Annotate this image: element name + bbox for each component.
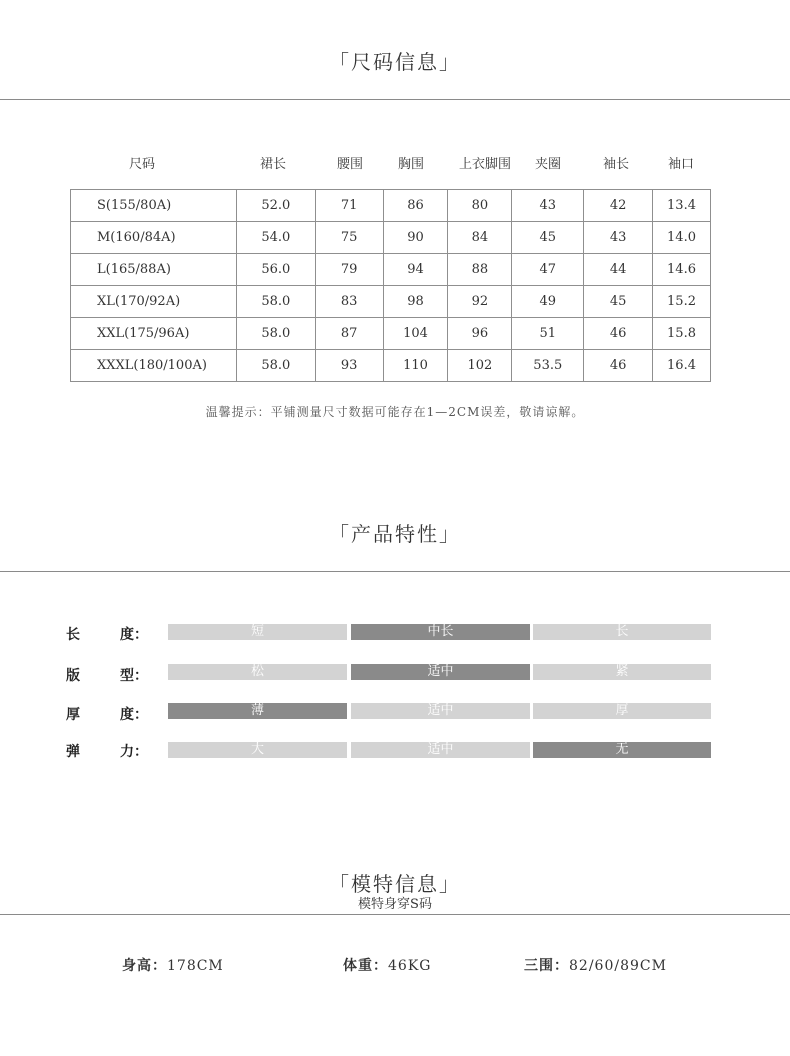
table-cell: 49: [512, 286, 584, 318]
table-cell: 52.0: [236, 190, 315, 222]
header-cuff: 袖口: [667, 157, 694, 172]
table-cell: 14.0: [653, 222, 711, 254]
feature-section-divider: [0, 571, 790, 572]
attribute-label-suffix: 度：: [120, 707, 148, 723]
attribute-label-char: 版: [66, 668, 80, 684]
table-cell: 84: [448, 222, 512, 254]
model-weight-label: 体重：: [343, 958, 388, 974]
header-hem: 上衣脚围: [458, 157, 511, 172]
table-cell: 15.2: [653, 286, 711, 318]
table-row: [71, 190, 711, 222]
attribute-label-suffix: 力：: [120, 744, 148, 760]
attribute-label-suffix: 型：: [120, 668, 148, 684]
header-size: 尺码: [128, 157, 155, 172]
table-cell: L(165/88A): [71, 254, 237, 286]
attribute-option: 大: [168, 742, 347, 758]
table-cell: 58.0: [236, 286, 315, 318]
table-cell: 79: [315, 254, 383, 286]
table-cell: 83: [315, 286, 383, 318]
attribute-option-selected: 中长: [351, 624, 530, 640]
table-cell: 75: [315, 222, 383, 254]
table-cell: 13.4: [653, 190, 711, 222]
table-cell: 56.0: [236, 254, 315, 286]
header-skirt-length: 裙长: [259, 157, 286, 172]
table-cell: 44: [584, 254, 653, 286]
attribute-option: 紧: [533, 664, 711, 680]
table-cell: 53.5: [512, 350, 584, 382]
model-subtitle: 模特身穿S码: [358, 897, 432, 912]
table-cell: M(160/84A): [71, 222, 237, 254]
table-cell: 87: [315, 318, 383, 350]
model-height-label: 身高：: [122, 958, 167, 974]
table-cell: 86: [383, 190, 448, 222]
model-section-title: 「模特信息」: [329, 872, 461, 896]
model-section-divider: [0, 914, 790, 915]
attribute-option-selected: 适中: [351, 664, 530, 680]
attribute-label-char: 弹: [66, 744, 80, 760]
table-cell: S(155/80A): [71, 190, 237, 222]
attribute-option: 厚: [533, 703, 711, 719]
model-height-value: 178CM: [167, 958, 224, 974]
size-section-divider: [0, 99, 790, 100]
table-cell: 43: [512, 190, 584, 222]
table-row: [71, 254, 711, 286]
header-armhole: 夹圈: [534, 157, 561, 172]
table-cell: 98: [383, 286, 448, 318]
table-cell: 15.8: [653, 318, 711, 350]
table-cell: 46: [584, 350, 653, 382]
attribute-option: 长: [533, 624, 711, 640]
table-cell: 45: [512, 222, 584, 254]
attribute-option-selected: 无: [533, 742, 711, 758]
attribute-option-selected: 薄: [168, 703, 347, 719]
table-cell: 45: [584, 286, 653, 318]
table-cell: 46: [584, 318, 653, 350]
table-cell: 93: [315, 350, 383, 382]
table-row: [71, 318, 711, 350]
table-cell: 54.0: [236, 222, 315, 254]
header-waist: 腰围: [336, 157, 363, 172]
table-cell: 88: [448, 254, 512, 286]
attribute-label-char: 厚: [66, 707, 80, 723]
model-measurements: [524, 955, 667, 975]
model-measurements-value: 82/60/89CM: [569, 958, 667, 974]
table-cell: 47: [512, 254, 584, 286]
size-table: [70, 189, 711, 382]
table-cell: XXXL(180/100A): [71, 350, 237, 382]
table-cell: 110: [383, 350, 448, 382]
model-weight-value: 46KG: [388, 958, 432, 974]
table-cell: 90: [383, 222, 448, 254]
table-cell: XL(170/92A): [71, 286, 237, 318]
table-cell: 42: [584, 190, 653, 222]
attribute-option: 适中: [351, 742, 530, 758]
model-weight: [343, 955, 431, 975]
size-section-title: 「尺码信息」: [329, 50, 461, 74]
table-cell: 104: [383, 318, 448, 350]
table-cell: 71: [315, 190, 383, 222]
table-cell: 14.6: [653, 254, 711, 286]
table-cell: 80: [448, 190, 512, 222]
table-cell: 102: [448, 350, 512, 382]
table-cell: 43: [584, 222, 653, 254]
attribute-label-char: 长: [66, 627, 80, 643]
table-cell: 92: [448, 286, 512, 318]
table-row: [71, 350, 711, 382]
attribute-option: 短: [168, 624, 347, 640]
table-cell: XXL(175/96A): [71, 318, 237, 350]
attribute-option: 适中: [351, 703, 530, 719]
table-row: [71, 222, 711, 254]
table-cell: 94: [383, 254, 448, 286]
table-cell: 16.4: [653, 350, 711, 382]
feature-section-title: 「产品特性」: [329, 522, 461, 546]
table-cell: 51: [512, 318, 584, 350]
model-measurements-label: 三围：: [524, 958, 569, 974]
model-height: [122, 955, 224, 975]
attribute-label-suffix: 度：: [120, 627, 148, 643]
table-cell: 96: [448, 318, 512, 350]
table-row: [71, 286, 711, 318]
attribute-option: 松: [168, 664, 347, 680]
table-cell: 58.0: [236, 318, 315, 350]
header-bust: 胸围: [397, 157, 424, 172]
table-cell: 58.0: [236, 350, 315, 382]
measurement-note: 温馨提示：平铺测量尺寸数据可能存在1—2CM误差，敬请谅解。: [205, 405, 585, 419]
header-sleeve-length: 袖长: [602, 157, 629, 172]
